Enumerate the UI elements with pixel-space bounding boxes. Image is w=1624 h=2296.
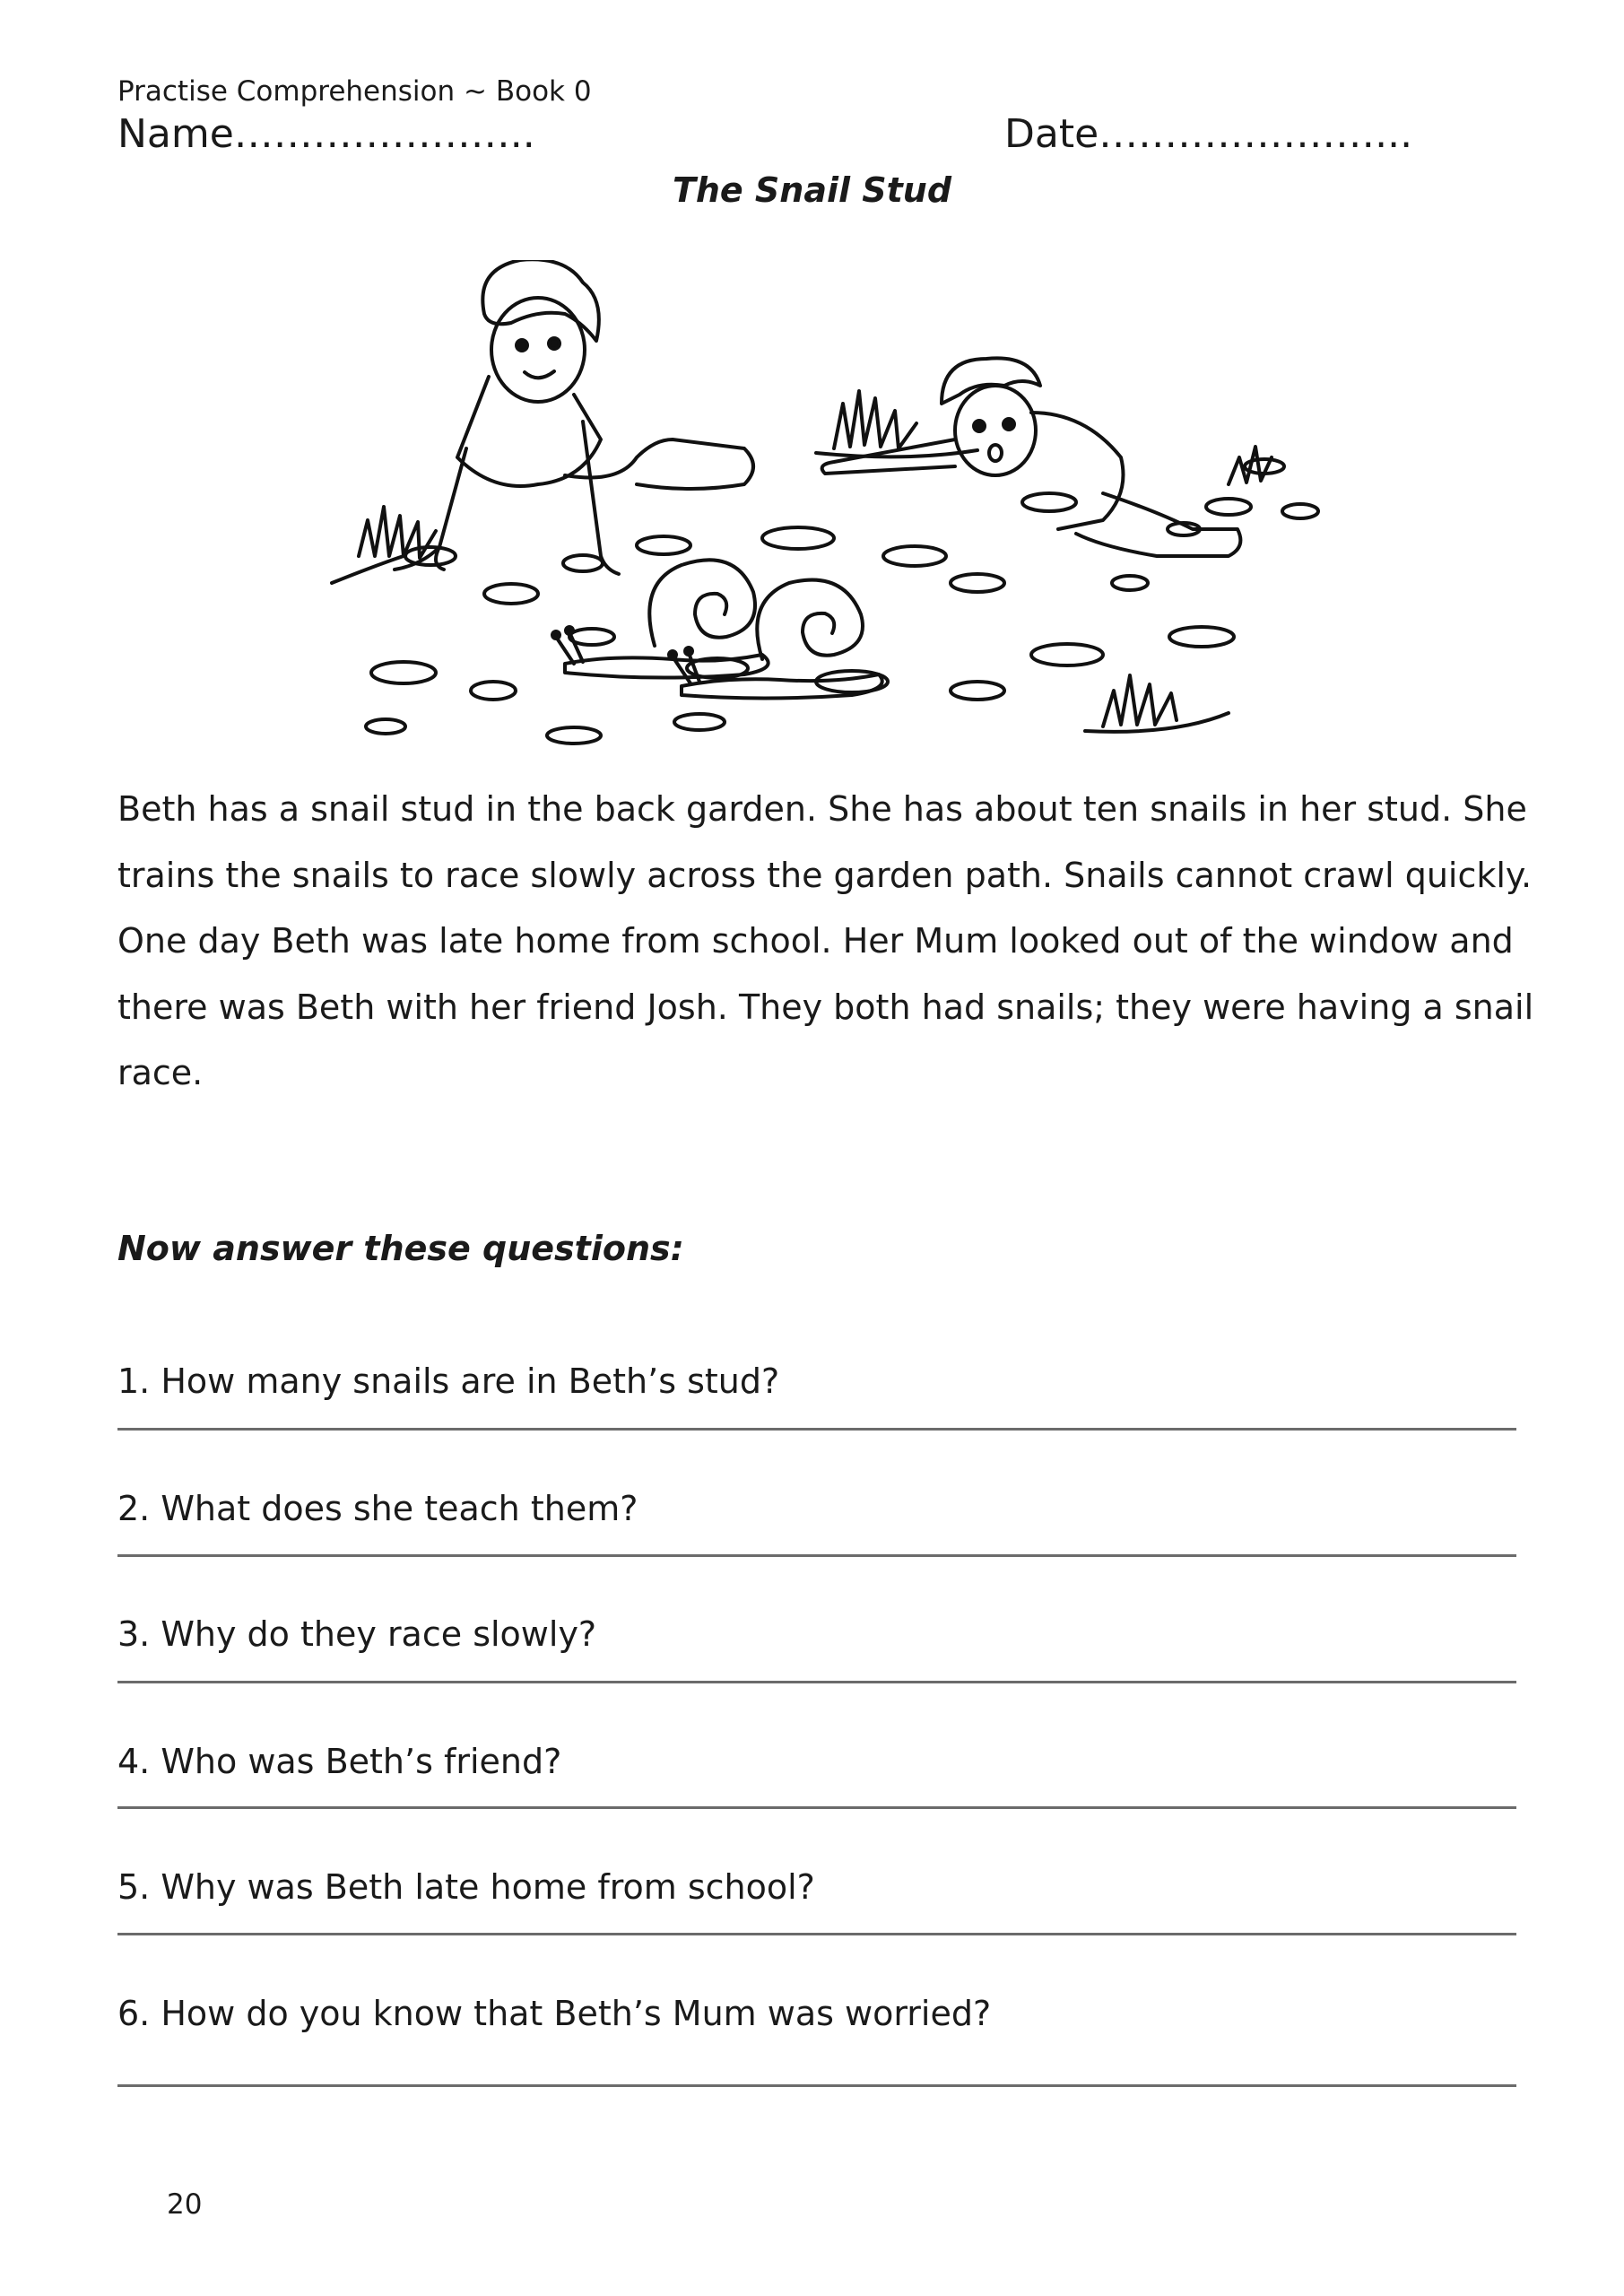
boy-hair [942, 358, 1040, 404]
question-1: 1. How many snails are in Beth’s stud? [117, 1361, 780, 1401]
stone [1112, 576, 1148, 590]
stone [1206, 499, 1251, 515]
stone [563, 555, 603, 571]
answer-line-3[interactable] [117, 1681, 1516, 1683]
snail-shell [757, 580, 863, 659]
question-5: 5. Why was Beth late home from school? [117, 1867, 815, 1907]
question-4: 4. Who was Beth’s friend? [117, 1742, 562, 1781]
page-title: The Snail Stud [672, 170, 952, 210]
answer-line-4[interactable] [117, 1806, 1516, 1809]
answer-line-2[interactable] [117, 1554, 1516, 1557]
stone [637, 536, 690, 554]
boy-eye [1003, 419, 1014, 430]
girl-legs [565, 439, 753, 489]
stone [1022, 493, 1076, 511]
boy-legs [1076, 493, 1240, 556]
question-2: 2. What does she teach them? [117, 1489, 638, 1528]
grass-tuft [816, 391, 977, 457]
girl-eye [549, 338, 560, 349]
questions-heading: Now answer these questions: [117, 1229, 684, 1268]
name-field[interactable]: Name………………….. [117, 111, 535, 157]
girl-smile [525, 371, 554, 378]
stone [1031, 644, 1103, 665]
grass-tuft [1229, 447, 1272, 484]
story-text [117, 777, 1534, 1107]
series-label: Practise Comprehension ~ Book 0 [117, 75, 592, 108]
answer-line-6[interactable] [117, 2084, 1516, 2087]
boy-mouth [989, 445, 1002, 461]
stone [674, 714, 725, 730]
grass-tuft [1085, 675, 1229, 732]
stone [951, 682, 1004, 700]
question-6: 6. How do you know that Beth’s Mum was worried? [117, 1994, 992, 2033]
stone [569, 629, 614, 645]
answer-line-5[interactable] [117, 1933, 1516, 1935]
stone [883, 546, 946, 566]
stone [1282, 504, 1318, 518]
stone [762, 527, 834, 549]
girl-body [457, 377, 601, 486]
stone [547, 727, 601, 744]
story-paragraph: One day Beth was late home from school. Her Mum looked out of the window and there was Beth with her friend Josh. They both had snails; they were having a snail race. [117, 921, 1534, 1092]
story-paragraph: Beth has a snail stud in the back garden. She has about ten snails in her stud. She trains the snails to race slowly across the garden path. Snails cannot crawl quickly. [117, 789, 1533, 895]
stone [471, 682, 516, 700]
girl-arm-right [583, 422, 619, 574]
stone [484, 584, 538, 604]
date-field[interactable]: Date…………………... [1004, 111, 1413, 157]
stone [1169, 627, 1234, 647]
stone [366, 719, 405, 734]
boy-eye [974, 421, 985, 431]
page-number: 20 [167, 2188, 203, 2221]
grass-tuft [332, 507, 436, 583]
stone [371, 662, 436, 683]
girl-eye [517, 340, 527, 351]
answer-line-1[interactable] [117, 1428, 1516, 1431]
question-3: 3. Why do they race slowly? [117, 1614, 597, 1654]
snail-shell [649, 560, 755, 646]
snail-race-illustration [296, 260, 1345, 762]
stone [951, 574, 1004, 592]
snail-body [565, 655, 769, 678]
